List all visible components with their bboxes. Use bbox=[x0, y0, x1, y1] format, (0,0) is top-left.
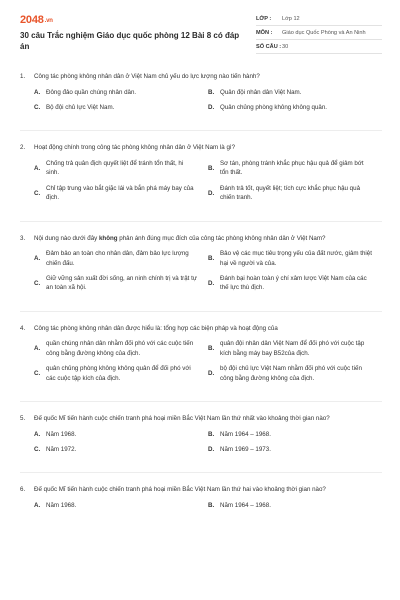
question-3 bbox=[20, 234, 382, 299]
site-logo[interactable]: 2048.vn bbox=[20, 14, 53, 26]
answer-option-b[interactable]: B. Quân đội nhân dân Việt Nam. bbox=[208, 88, 302, 96]
answer-option-c[interactable]: C. Giữ vững sản xuất đời sống, an ninh chính trị và trật tự an toàn xã hội. bbox=[34, 275, 197, 292]
question-number: 2. bbox=[20, 144, 26, 152]
question-text: Nội dung nào dưới đây không phản ánh đúng mục đích của công tác phòng không nhân dân ở Việt Nam? bbox=[34, 234, 326, 242]
divider bbox=[20, 221, 382, 222]
answer-options bbox=[34, 501, 382, 516]
meta-question-count: SỐ CÂU : 30 bbox=[256, 40, 382, 54]
question-text: Công tác phòng không nhân dân ở Việt Nam chủ yếu do lực lượng nào tiến hành? bbox=[34, 73, 260, 80]
question-text: Đế quốc Mĩ tiến hành cuộc chiến tranh phá hoại miền Bắc Việt Nam lần thứ nhất vào khoảng thời gian nào? bbox=[34, 415, 330, 423]
answer-options bbox=[34, 430, 382, 461]
answer-option-b[interactable]: B. Năm 1964 – 1968. bbox=[208, 502, 271, 510]
emphasis-negation: không bbox=[98, 234, 118, 242]
question-number: 3. bbox=[20, 234, 26, 242]
question-text: Công tác phòng không nhân dân được hiểu là: tổng hợp các biện pháp và hoạt động của bbox=[34, 324, 278, 332]
divider bbox=[20, 130, 382, 131]
answer-option-c[interactable]: C. quân chủng phòng không không quân để đối phó với các cuộc tập kích của địch. bbox=[34, 365, 191, 382]
answer-option-c[interactable]: C. Năm 1972. bbox=[34, 446, 77, 454]
answer-option-a[interactable]: A. Chống trả quân địch quyết liệt để tránh tổn thất, hi sinh. bbox=[34, 160, 184, 177]
answer-option-a[interactable]: A. Năm 1968. bbox=[34, 502, 77, 510]
answer-option-d[interactable]: D. Đánh trả tốt, quyết liệt; tích cực khắc phục hậu quả chiến tranh. bbox=[208, 184, 361, 202]
question-number: 5. bbox=[20, 415, 26, 423]
answer-options bbox=[34, 339, 382, 389]
question-text: Đế quốc Mĩ tiến hành cuộc chiến tranh phá hoại miền Bắc Việt Nam lần thứ hai vào khoảng thời gian nào? bbox=[34, 486, 326, 494]
answer-option-d[interactable]: D. bộ đội chủ lực Việt Nam nhằm đối phó với cuộc tiến công bằng đường không của địch. bbox=[208, 365, 362, 382]
question-text: Hoạt động chính trong công tác phòng không nhân dân ở Việt Nam là gì? bbox=[34, 144, 236, 152]
divider bbox=[20, 311, 382, 312]
question-number: 4. bbox=[20, 324, 26, 332]
divider bbox=[20, 472, 382, 473]
answer-option-d[interactable]: D. Đánh bại hoàn toàn ý chí xâm lược Việt Nam của các thế lực thù địch. bbox=[208, 275, 367, 292]
answer-option-c[interactable]: C. Chỉ tập trung vào bắt giặc lái và bắn phá máy bay của địch. bbox=[34, 184, 194, 202]
answer-options bbox=[34, 159, 382, 209]
question-number: 1. bbox=[20, 73, 26, 80]
answer-option-d[interactable]: D. Năm 1969 – 1973. bbox=[208, 446, 271, 454]
answer-option-c[interactable]: C. Bộ đội chủ lực Việt Nam. bbox=[34, 104, 115, 111]
answer-option-a[interactable]: A. Đông đảo quần chúng nhân dân. bbox=[34, 88, 137, 96]
question-6 bbox=[20, 485, 382, 516]
answer-option-b[interactable]: B. Năm 1964 – 1968. bbox=[208, 430, 271, 438]
answer-options bbox=[34, 88, 382, 119]
question-number: 6. bbox=[20, 486, 26, 494]
meta-subject: MÔN : Giáo dục Quốc Phòng và An Ninh bbox=[256, 26, 382, 40]
page-header bbox=[20, 12, 382, 60]
question-list bbox=[20, 72, 382, 528]
question-2 bbox=[20, 143, 382, 208]
answer-option-d[interactable]: D. Quân chủng phòng không không quân. bbox=[208, 104, 327, 111]
answer-option-a[interactable]: A. Năm 1968. bbox=[34, 430, 77, 438]
answer-option-a[interactable]: A. quần chúng nhân dân nhằm đối phó với các cuộc tiến công bằng đường không của địch. bbox=[34, 340, 194, 357]
answer-option-b[interactable]: B. Sơ tán, phòng tránh khắc phục hậu quả để giảm bớt tổn thất. bbox=[208, 160, 364, 177]
question-5 bbox=[20, 414, 382, 460]
answer-option-b[interactable]: B. Bảo vệ các mục tiêu trọng yếu của đất nước, giảm thiệt hại về người và của. bbox=[208, 250, 372, 267]
answer-option-a[interactable]: A. Đảm bảo an toàn cho nhân dân, đảm bảo lực lượng chiến đấu. bbox=[34, 250, 189, 267]
answer-option-b[interactable]: B. quân đội nhân dân Việt Nam để đối phó với cuộc tập kích bằng máy bay B52của địch. bbox=[208, 340, 365, 357]
divider bbox=[20, 401, 382, 402]
question-1 bbox=[20, 72, 382, 118]
meta-class: LỚP : Lớp 12 bbox=[256, 12, 382, 26]
answer-options bbox=[34, 249, 382, 299]
document-title: 30 câu Trắc nghiệm Giáo dục quốc phòng 12 Bài 8 có đáp án bbox=[20, 31, 240, 51]
document-meta bbox=[256, 12, 382, 54]
question-4 bbox=[20, 324, 382, 389]
